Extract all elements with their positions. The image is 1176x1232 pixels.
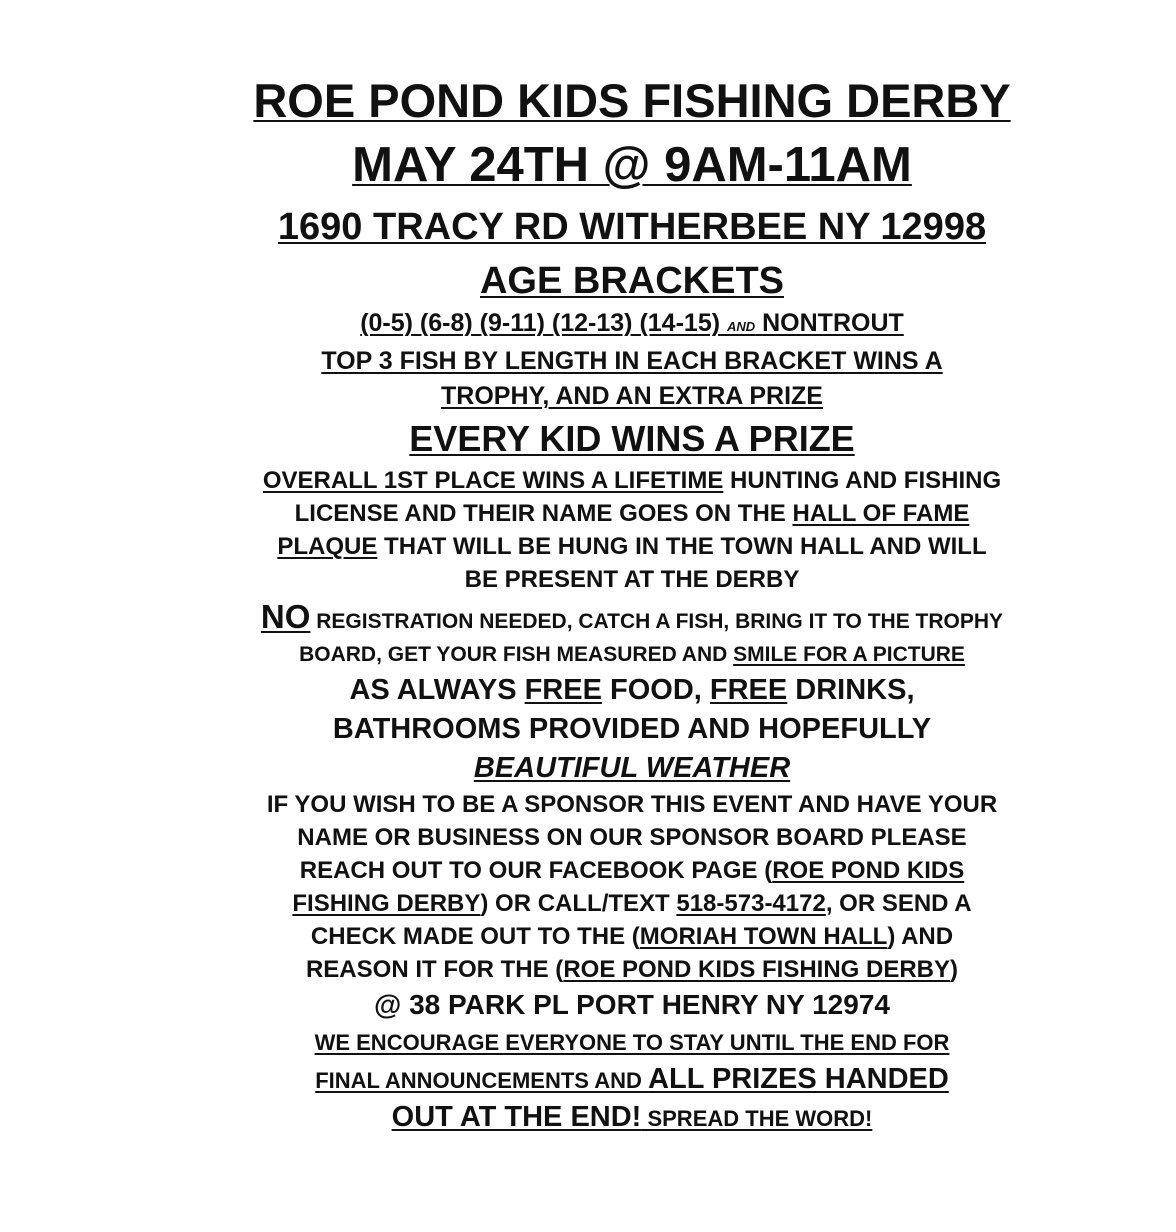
overall-line-3 bbox=[232, 530, 1032, 563]
sponsor-line-4 bbox=[232, 887, 1032, 920]
moriah-town-hall: MORIAH TOWN HALL bbox=[639, 923, 888, 950]
phone-number: 518-573-4172 bbox=[676, 890, 826, 917]
overall-line-1 bbox=[232, 464, 1032, 497]
registration-block bbox=[232, 600, 1032, 671]
facebook-page-name-part-2: FISHING DERBY bbox=[292, 890, 481, 917]
free-line-1 bbox=[232, 671, 1032, 710]
free-line-2: BATHROOMS PROVIDED AND HOPEFULLY bbox=[332, 713, 932, 745]
flyer-title: ROE POND KIDS FISHING DERBY bbox=[253, 74, 1011, 127]
closing-line-3-big: OUT AT THE END! bbox=[391, 1101, 642, 1133]
age-brackets-heading: AGE BRACKETS bbox=[479, 260, 785, 302]
closing-line-3 bbox=[232, 1099, 1032, 1137]
sponsor-line-5-pre: CHECK MADE OUT TO THE ( bbox=[310, 923, 640, 950]
sponsor-line-2: NAME OR BUSINESS ON OUR SPONSOR BOARD PLEASE bbox=[297, 824, 967, 851]
sponsor-block bbox=[232, 788, 1032, 986]
sponsor-line-1: IF YOU WISH TO BE A SPONSOR THIS EVENT AND HAVE YOUR bbox=[266, 791, 998, 818]
plaque: PLAQUE bbox=[277, 533, 378, 560]
overall-lifetime: OVERALL 1ST PLACE WINS A LIFETIME bbox=[262, 467, 724, 494]
event-address: 1690 TRACY RD WITHERBEE NY 12998 bbox=[277, 206, 987, 248]
closing-line-2-big: ALL PRIZES HANDED bbox=[648, 1063, 949, 1095]
free-drinks: FREE bbox=[709, 674, 788, 706]
sponsor-line-6-pre: REASON IT FOR THE ( bbox=[305, 956, 564, 983]
sponsor-line-6 bbox=[232, 953, 1032, 986]
facebook-page-name-part-1: ROE POND KIDS bbox=[772, 857, 965, 884]
bracket-and: AND bbox=[727, 319, 756, 334]
hall-of-fame: HALL OF FAME bbox=[792, 500, 970, 527]
flyer bbox=[232, 70, 1032, 1137]
derby-check-memo: ROE POND KIDS FISHING DERBY bbox=[563, 956, 951, 983]
free-line-1-c: DRINKS, bbox=[787, 674, 915, 706]
free-food: FREE bbox=[524, 674, 602, 706]
smile-for-picture: SMILE FOR A PICTURE bbox=[733, 643, 965, 666]
spread-the-word: SPREAD THE WORD! bbox=[641, 1106, 873, 1131]
closing-block bbox=[232, 1024, 1032, 1137]
trophy-line-2: TROPHY, AND AN EXTRA PRIZE bbox=[441, 382, 823, 410]
registration-line-1-rest: REGISTRATION NEEDED, CATCH A FISH, BRING IT TO THE TROPHY bbox=[310, 610, 1004, 633]
overall-line-3-rest: THAT WILL BE HUNG IN THE TOWN HALL AND WILL bbox=[377, 533, 987, 560]
registration-no: NO bbox=[260, 598, 311, 635]
sponsor-line-6-post: ) bbox=[950, 956, 959, 983]
sponsor-line-4-mid: ) OR CALL/TEXT bbox=[480, 890, 677, 917]
overall-line-2 bbox=[232, 497, 1032, 530]
trophy-line-1: TOP 3 FISH BY LENGTH IN EACH BRACKET WINS A bbox=[321, 347, 943, 375]
overall-line-4: BE PRESENT AT THE DERBY bbox=[464, 566, 800, 593]
closing-line-1: WE ENCOURAGE EVERYONE TO STAY UNTIL THE END FOR bbox=[314, 1030, 950, 1055]
closing-line-2 bbox=[232, 1061, 1032, 1099]
sponsor-line-3 bbox=[232, 854, 1032, 887]
registration-line-2 bbox=[232, 638, 1032, 671]
bracket-nontrout: NONTROUT bbox=[762, 309, 904, 337]
overall-line-2-pre: LICENSE AND THEIR NAME GOES ON THE bbox=[294, 500, 793, 527]
sponsor-line-5-post: ) AND bbox=[887, 923, 954, 950]
overall-line-1-rest: HUNTING AND FISHING bbox=[723, 467, 1002, 494]
sponsor-line-3-pre: REACH OUT TO OUR FACEBOOK PAGE ( bbox=[299, 857, 773, 884]
free-line-1-a: AS ALWAYS bbox=[349, 674, 525, 706]
free-block bbox=[232, 671, 1032, 788]
beautiful-weather: BEAUTIFUL WEATHER bbox=[473, 752, 791, 784]
bracket-ranges: (0-5) (6-8) (9-11) (12-13) (14-15) bbox=[360, 309, 721, 337]
free-line-1-b: FOOD, bbox=[601, 674, 710, 706]
mailing-address: @ 38 PARK PL PORT HENRY NY 12974 bbox=[374, 989, 890, 1020]
closing-line-2-small: FINAL ANNOUNCEMENTS AND bbox=[315, 1068, 649, 1093]
event-date-time: MAY 24TH @ 9AM-11AM bbox=[352, 138, 912, 192]
registration-line-1 bbox=[232, 600, 1032, 638]
sponsor-line-5 bbox=[232, 920, 1032, 953]
registration-line-2-pre: BOARD, GET YOUR FISH MEASURED AND bbox=[299, 643, 734, 666]
every-kid-wins-heading: EVERY KID WINS A PRIZE bbox=[409, 418, 855, 459]
sponsor-line-4-post: , OR SEND A bbox=[825, 890, 972, 917]
age-brackets-list bbox=[232, 306, 1032, 344]
overall-prize-block bbox=[232, 464, 1032, 596]
